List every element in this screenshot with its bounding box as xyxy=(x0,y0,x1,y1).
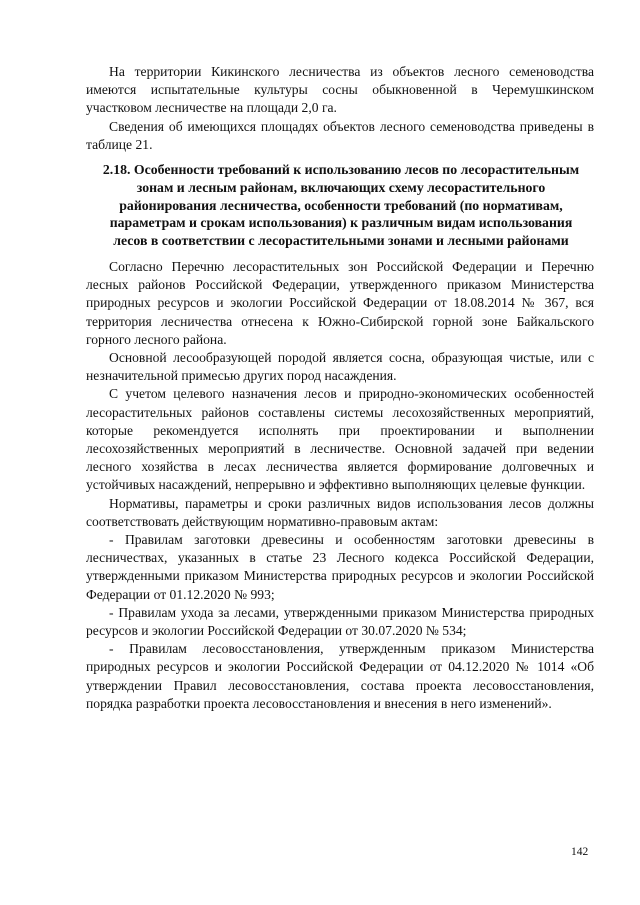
paragraph: С учетом целевого назначения лесов и природно-экономических особенностей лесорастительных районов составлены системы лесохозяйственных мероприятий, которые рекомендуется исполнять при проектировании и выполнении лесохозяйственных мероприятий в лесничестве. Основной задачей при ведении лесного хозяйства в лесах лесничества является формирование долговечных и устойчивых насаждений, непрерывно и эффективно выполняющих целевые функции. xyxy=(86,386,594,493)
paragraph: Сведения об имеющихся площадях объектов лесного семеноводства приведены в таблице 21. xyxy=(86,118,594,152)
intro-text xyxy=(86,63,594,154)
section-body xyxy=(86,258,594,713)
paragraph: На территории Кикинского лесничества из объектов лесного семеноводства имеются испытательные культуры сосны обыкновенной в Черемушкинском участковом лесничестве на площади 2,0 га. xyxy=(86,64,594,116)
paragraph: Основной лесообразующей породой является сосна, образующая чистые, или с незначительной примесью других пород насаждения. xyxy=(86,350,594,384)
paragraph: Нормативы, параметры и сроки различных видов использования лесов должны соответствовать действующим нормативно-правовым актам: xyxy=(86,495,594,529)
list-item: - Правилам лесовосстановления, утвержденным приказом Министерства природных ресурсов и экологии Российской Федерации от 04.12.2020 № 1014 «Об утверждении Правил лесовосстановления, состава проекта лесовосстановления, порядка разработки проекта лесовосстановления и внесения в него изменений». xyxy=(86,641,594,711)
paragraph: Согласно Перечню лесорастительных зон Российской Федерации и Перечню лесных районов Российской Федерации, утвержденного приказом Министерства природных ресурсов и экологии Российской Федерации от 18.08.2014 № 367, вся территория лесничества отнесена к Южно-Сибирской горной зоне Байкальского горного лесного района. xyxy=(86,259,594,347)
list-item: - Правилам заготовки древесины и особенностям заготовки древесины в лесничествах, указанных в статье 23 Лесного кодекса Российской Федерации, утвержденными приказом Министерства природных ресурсов и экологии Российской Федерации от 01.12.2020 № 993; xyxy=(86,532,594,602)
page-number: 142 xyxy=(571,846,589,858)
list-item: - Правилам ухода за лесами, утвержденными приказом Министерства природных ресурсов и экологии Российской Федерации от 30.07.2020 № 534; xyxy=(86,604,594,639)
section-heading: 2.18. Особенности требований к использованию лесов по лесорастительным зонам и лесным районам, включающих схему лесорастительного районирования лесничества, особенности требований (по нормативам, параметрам и срокам использования) к различным видам использования лесов в соответствии с лесорастительными зонами и лесными районами xyxy=(102,162,580,249)
